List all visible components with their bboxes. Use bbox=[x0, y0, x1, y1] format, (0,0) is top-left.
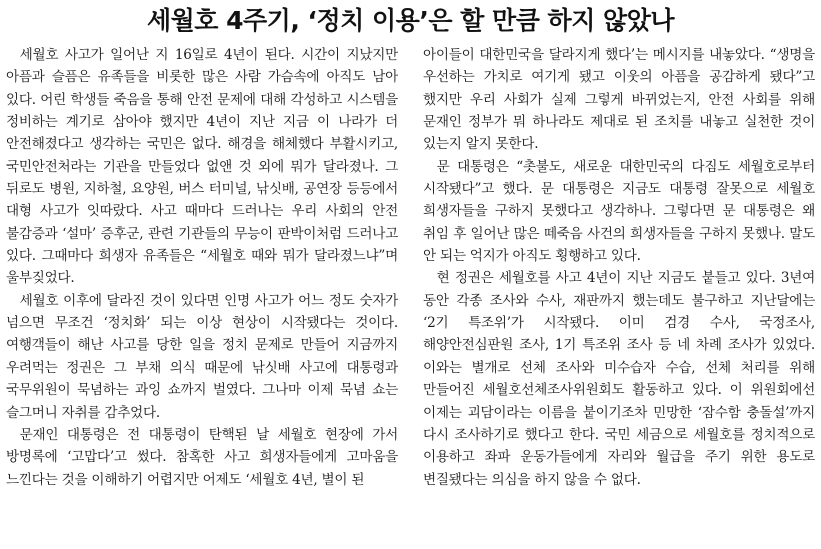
left-column bbox=[6, 44, 398, 549]
paragraph: 현 정권은 세월호를 사고 4년이 지난 지금도 붙들고 있다. 3년여 동안 각종 조사와 수사, 재판까지 했는데도 불구하고 지난달에는 ‘2기 특조위’가 시작됐다. 이미 검경 수사, 국정조사, 해양안전심판원 조사, 1기 특조위 조사 등 네 차례 조사가 있었다. 이와는 별개로 선체 조사와 미수습자 수습, 선체 처리를 위해 만들어진 세월호선체조사위원회도 활동하고 있다. 이 위원회에선 이제는 괴담이라는 이름을 붙이기조차 민망한 ‘잠수함 충돌설’까지 다시 조사하기로 했다고 한다. 국민 세금으로 세월호를 정치적으로 이용하고 좌파 운동가들에게 자리와 월급을 주기 위한 용도로 변질됐다는 의심을 하지 않을 수 없다. bbox=[423, 270, 815, 488]
article-body bbox=[6, 44, 815, 549]
paragraph-continued: 아이들이 대한민국을 달라지게 했다’는 메시지를 내놓았다. “생명을 우선하는 가치로 여기게 됐고 이웃의 아픔을 공감하게 됐다”고 했지만 우리 사회가 실제 그렇게 바뀌었는지, 안전 사회를 위해 문재인 정부가 뭐 하나라도 제대로 된 조치를 내놓고 실천한 것이 있는지 알지 못한다. bbox=[423, 47, 815, 153]
right-column bbox=[423, 44, 815, 549]
paragraph: 세월호 사고가 일어난 지 16일로 4년이 된다. 시간이 지났지만 아픔과 슬픔은 유족들을 비롯한 많은 사람 가슴속에 아직도 남아 있다. 어린 학생들 죽음을 통해 안전 문제에 대해 각성하고 시스템을 정비하는 계기로 삼아야 했지만 4년이 지난 지금 이 나라가 더 안전해졌다고 생각하는 국민은 없다. 해경을 해체했다 부활시키고, 국민안전처라는 기관을 만들었다 없앤 것 외에 뭐가 달라졌나. 그 뒤로도 병원, 지하철, 요양원, 버스 터미널, 낚싯배, 공연장 등등에서 대형 사고가 잇따랐다. 사고 때마다 드러나는 우리 사회의 안전 불감증과 ‘설마’ 증후군, 관련 기관들의 무능이 판박이처럼 드러나고 있다. 그때마다 희생자 유족들은 “세월호 때와 뭐가 달라졌느냐”며 울부짖었다. bbox=[6, 47, 398, 287]
article-headline: 세월호 4주기, ‘정치 이용’은 할 만큼 하지 않았나 bbox=[146, 6, 674, 35]
paragraph: 세월호 이후에 달라진 것이 있다면 인명 사고가 어느 정도 숫자가 넘으면 무조건 ‘정치화’ 되는 이상 현상이 시작됐다는 것이다. 여행객들이 해난 사고를 당한 일을 정치 문제로 만들어 지금까지 우려먹는 정권은 그 부채 의식 때문에 낚싯배 사고에 대통령과 국무위원이 묵념하는 과잉 쇼까지 벌였다. 그나마 이제 묵념 쇼는 슬그머니 자취를 감추었다. bbox=[6, 292, 398, 421]
paragraph: 문 대통령은 “촛불도, 새로운 대한민국의 다짐도 세월호로부터 시작됐다”고 했다. 문 대통령은 지금도 대통령 잘못으로 세월호 희생자들을 구하지 못했다고 생각하나. 그렇다면 문 대통령은 왜 취임 후 일어난 많은 떼죽음 사건의 희생자들을 구하지 못했나. 말도 안 되는 억지가 아직도 횡행하고 있다. bbox=[423, 158, 815, 265]
paragraph: 문재인 대통령은 전 대통령이 탄핵된 날 세월호 현장에 가서 방명록에 ‘고맙다’고 썼다. 참혹한 사고 희생자들에게 고마움을 느낀다는 것을 이해하기 어렵지만 어제도 ‘세월호 4년, 별이 된 bbox=[6, 426, 398, 488]
